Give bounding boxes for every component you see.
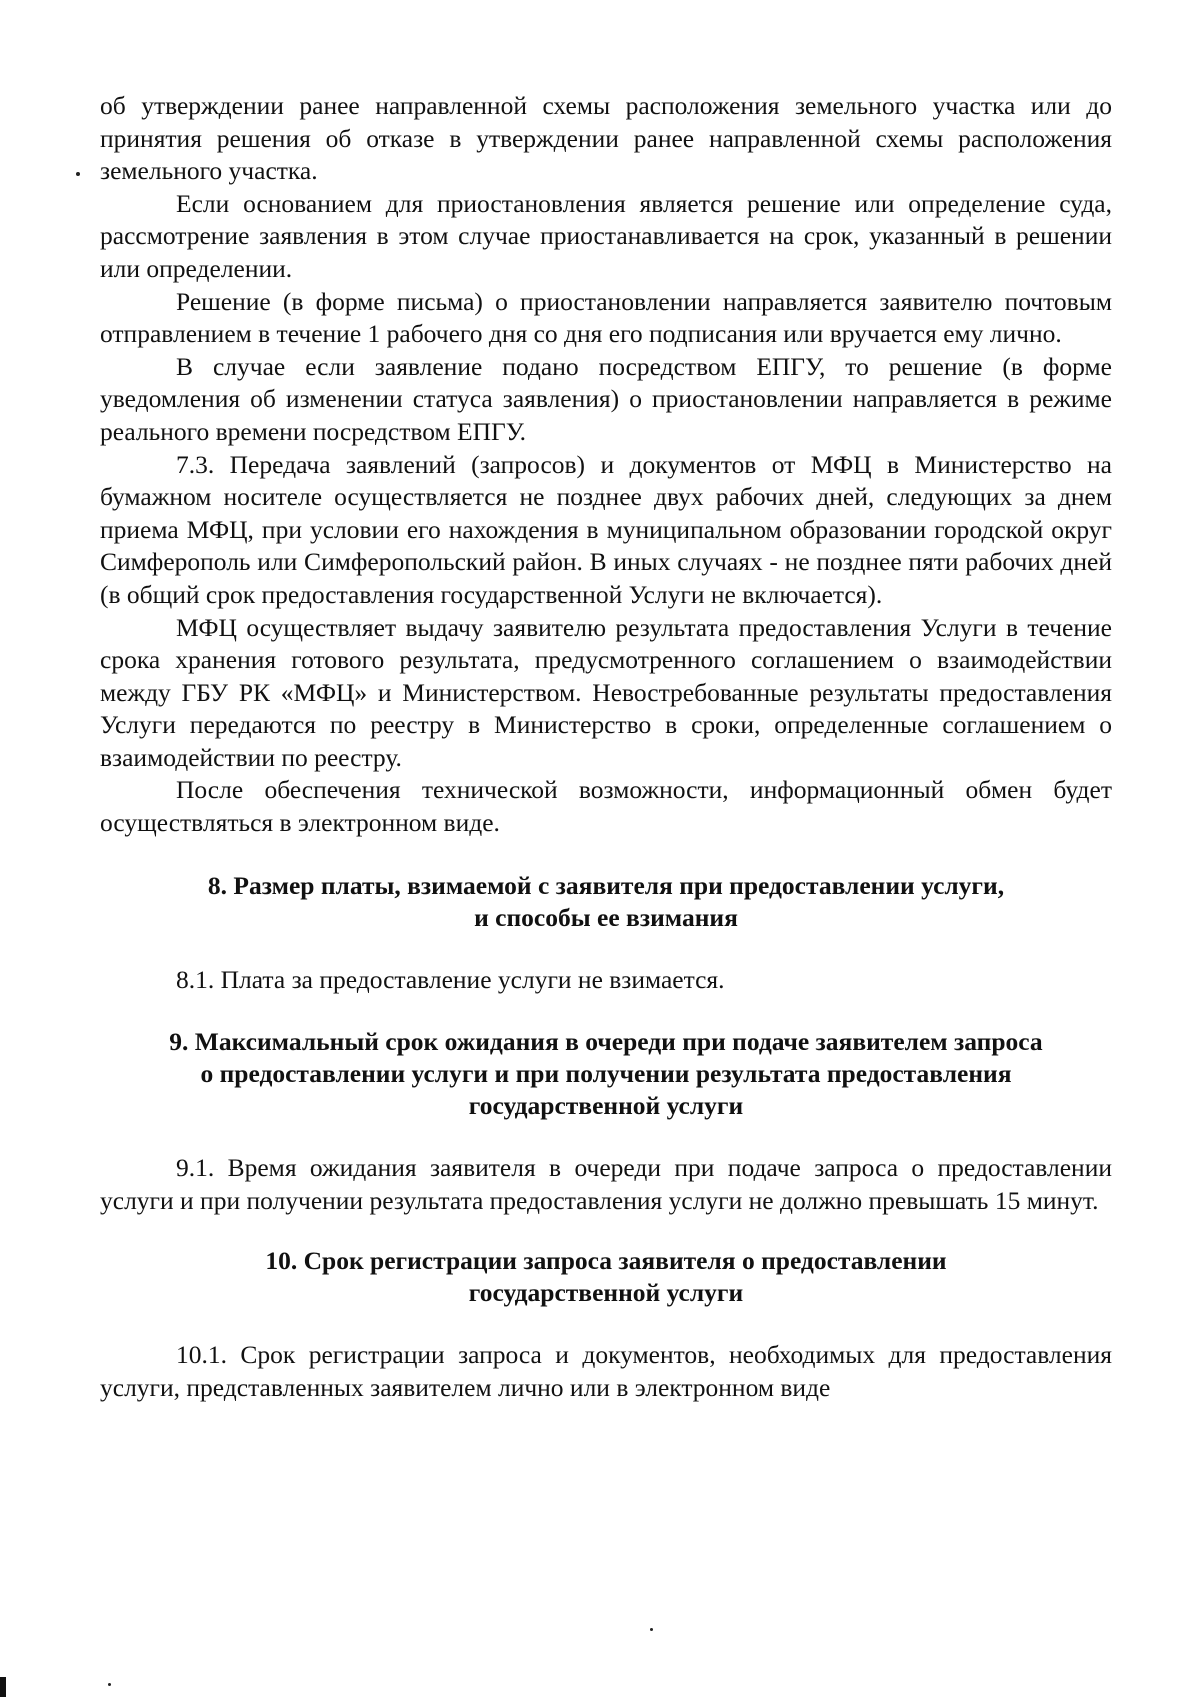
- scan-speck: [76, 172, 80, 176]
- section-9-heading: [100, 1026, 1112, 1122]
- section-8-heading-line2: и способы ее взимания: [474, 902, 738, 932]
- scan-edge-mark: [0, 1677, 6, 1697]
- paragraph-7-3: 7.3. Передача заявлений (запросов) и документов от МФЦ в Министерство на бумажном носителе осуществляется не позднее двух рабочих дней, следующих за днем приема МФЦ, при условии его нахождения в муниципальном образовании городской округ Симферополь или Симферопольский район. В иных случаях - не позднее пяти рабочих дней (в общий срок предоставления государственной Услуги не включается).: [100, 449, 1112, 609]
- paragraph-suspension-letter: Решение (в форме письма) о приостановлении направляется заявителю почтовым отправлением в течение 1 рабочего дня со дня его подписания или вручается ему лично.: [100, 286, 1112, 349]
- section-9-heading-line3: государственной услуги: [468, 1091, 744, 1121]
- section-9-heading-line2: о предоставлении услуги и при получении результата предоставления: [200, 1059, 1012, 1089]
- section-10-heading-line1: 10. Срок регистрации запроса заявителя о предоставлении: [265, 1246, 947, 1276]
- spacer: [100, 934, 1112, 964]
- spacer: [100, 1122, 1112, 1152]
- section-8-heading-line1: 8. Размер платы, взимаемой с заявителя при предоставлении услуги,: [207, 870, 1005, 900]
- scan-speck: [650, 1628, 653, 1631]
- section-8-heading: [100, 870, 1112, 934]
- spacer: [100, 1309, 1112, 1339]
- document-body: [100, 90, 1112, 1405]
- paragraph-continuation: об утверждении ранее направленной схемы расположения земельного участка или до принятия решения об отказе в утверждении ранее направленной схемы расположения земельного участка.: [100, 91, 1112, 186]
- paragraph-epgu-notice: В случае если заявление подано посредством ЕПГУ, то решение (в форме уведомления об изменении статуса заявления) о приостановлении направляется в режиме реального времени посредством ЕПГУ.: [100, 351, 1112, 446]
- paragraph-8-1: 8.1. Плата за предоставление услуги не взимается.: [176, 964, 725, 994]
- paragraph-10-1: 10.1. Срок регистрации запроса и документов, необходимых для предоставления услуги, представленных заявителем лично или в электронном виде: [100, 1340, 1112, 1403]
- scan-speck: [108, 1683, 111, 1686]
- spacer: [100, 996, 1112, 1026]
- section-10-heading: [100, 1245, 1112, 1309]
- spacer: [100, 840, 1112, 870]
- section-9-heading-line1: 9. Максимальный срок ожидания в очереди при подаче заявителем запроса: [169, 1027, 1043, 1057]
- paragraph-9-1: 9.1. Время ожидания заявителя в очереди при подаче запроса о предоставлении услуги и при получении результата предоставления услуги не должно превышать 15 минут.: [100, 1153, 1112, 1215]
- paragraph-electronic-exchange: После обеспечения технической возможности, информационный обмен будет осуществляться в электронном виде.: [100, 775, 1112, 838]
- spacer: [100, 1217, 1112, 1245]
- paragraph-mfc-issue: МФЦ осуществляет выдачу заявителю результата предоставления Услуги в течение срока хранения готового результата, предусмотренного соглашением о взаимодействии между ГБУ РК «МФЦ» и Министерством. Невостребованные результаты предоставления Услуги передаются по реестру в Министерство в сроки, определенные соглашением о взаимодействии по реестру.: [100, 612, 1112, 772]
- paragraph-court-decision: Если основанием для приостановления является решение или определение суда, рассмотрение заявления в этом случае приостанавливается на срок, указанный в решении или определении.: [100, 188, 1112, 283]
- section-10-heading-line2: государственной услуги: [468, 1278, 744, 1308]
